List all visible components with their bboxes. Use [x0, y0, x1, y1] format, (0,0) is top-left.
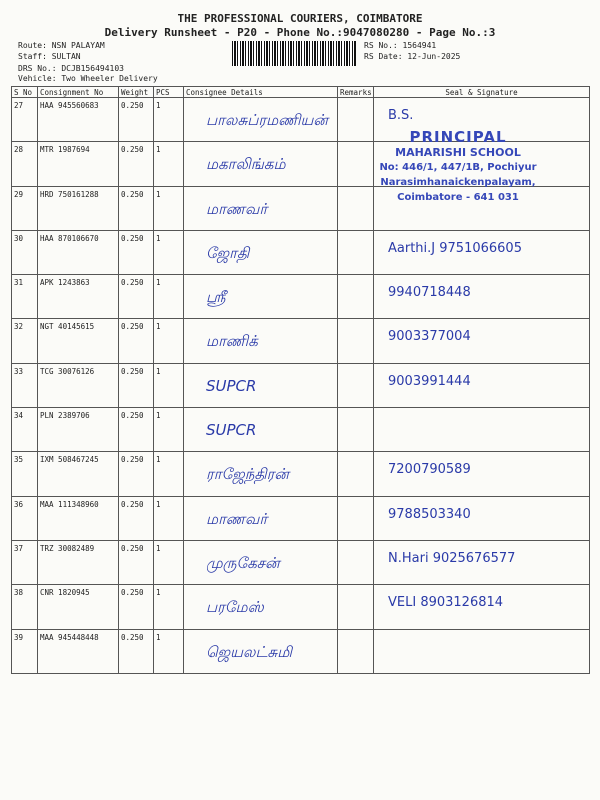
table-row: [12, 540, 590, 584]
handwritten-consignee: பரமேஸ்: [206, 598, 264, 617]
table-row: [12, 319, 590, 363]
rs-date: RS Date: 12-Jun-2025: [364, 52, 461, 61]
stamp-line-4: Narasimhanaickenpalayam,: [380, 177, 536, 188]
row-signature-cell: [374, 629, 590, 673]
row-remarks: [338, 408, 374, 452]
handwritten-consignee: மாணிக்: [206, 332, 258, 351]
row-consignee-cell: [184, 408, 338, 452]
handwritten-signature: 9003377004: [388, 329, 471, 345]
row-weight: 0.250: [119, 540, 154, 584]
vehicle-label: Vehicle: Two Wheeler Delivery: [18, 74, 158, 83]
row-sno: 33: [12, 363, 38, 407]
row-remarks: [338, 540, 374, 584]
route-label: Route: NSN PALAYAM: [18, 41, 105, 50]
handwritten-consignee: முருகேசன்: [206, 553, 280, 572]
row-pcs: 1: [154, 363, 184, 407]
row-weight: 0.250: [119, 452, 154, 496]
stamp-line-3: No: 446/1, 447/1B, Pochiyur: [379, 162, 537, 173]
row-consignee-cell: [184, 363, 338, 407]
row-sno: 39: [12, 629, 38, 673]
row-pcs: 1: [154, 230, 184, 274]
handwritten-consignee: மாணவர்: [206, 509, 268, 528]
row-remarks: [338, 585, 374, 629]
row-consignee-cell: [184, 585, 338, 629]
row-consignment-no: CNR 1820945: [38, 585, 119, 629]
handwritten-signature: B.S.: [388, 108, 414, 123]
row-consignee-cell: [184, 98, 338, 142]
row-consignee-cell: [184, 275, 338, 319]
row-pcs: 1: [154, 585, 184, 629]
row-consignment-no: APK 1243863: [38, 275, 119, 319]
handwritten-consignee: மகாலிங்கம்: [206, 155, 286, 174]
row-consignee-cell: [184, 142, 338, 186]
col-consignee: Consignee Details: [184, 87, 338, 98]
row-sno: 38: [12, 585, 38, 629]
handwritten-consignee: SUPCR: [206, 376, 257, 395]
table-row: [12, 230, 590, 274]
row-consignment-no: HRD 750161288: [38, 186, 119, 230]
handwritten-consignee: பாலசுப்ரமணியன்: [206, 111, 328, 129]
row-sno: 27: [12, 98, 38, 142]
row-signature-cell: [374, 408, 590, 452]
table-row: [12, 496, 590, 540]
row-consignment-no: IXM 508467245: [38, 452, 119, 496]
handwritten-signature: 9003991444: [388, 373, 471, 389]
table-row: [12, 629, 590, 673]
row-consignee-cell: [184, 230, 338, 274]
table-row: [12, 275, 590, 319]
row-pcs: 1: [154, 186, 184, 230]
row-pcs: 1: [154, 629, 184, 673]
row-pcs: 1: [154, 452, 184, 496]
handwritten-signature: 9940718448: [388, 285, 471, 301]
row-signature-cell: [374, 452, 590, 496]
handwritten-signature: 9788503340: [388, 506, 471, 522]
barcode-image: [232, 41, 356, 66]
row-consignee-cell: [184, 496, 338, 540]
col-consignment: Consignment No: [38, 87, 119, 98]
row-consignment-no: TCG 30076126: [38, 363, 119, 407]
row-sno: 34: [12, 408, 38, 452]
row-pcs: 1: [154, 142, 184, 186]
row-remarks: [338, 230, 374, 274]
principal-stamp: [368, 130, 548, 205]
handwritten-consignee: ஜெயலட்சுமி: [206, 642, 292, 661]
row-consignment-no: MTR 1987694: [38, 142, 119, 186]
handwritten-signature: N.Hari 9025676577: [388, 550, 516, 566]
row-weight: 0.250: [119, 585, 154, 629]
row-weight: 0.250: [119, 230, 154, 274]
row-signature-cell: [374, 585, 590, 629]
row-weight: 0.250: [119, 408, 154, 452]
staff-label: Staff: SULTAN: [18, 52, 81, 61]
row-weight: 0.250: [119, 629, 154, 673]
row-pcs: 1: [154, 98, 184, 142]
drs-label: DRS No.: DCJB156494103: [18, 64, 124, 73]
row-sno: 30: [12, 230, 38, 274]
row-sno: 37: [12, 540, 38, 584]
row-consignee-cell: [184, 629, 338, 673]
row-signature-cell: [374, 230, 590, 274]
stamp-line-5: Coimbatore - 641 031: [397, 192, 519, 203]
row-weight: 0.250: [119, 275, 154, 319]
table-row: [12, 363, 590, 407]
table-header: [12, 87, 590, 98]
handwritten-consignee: ஜோதி: [206, 243, 250, 262]
row-consignment-no: HAA 870106670: [38, 230, 119, 274]
row-sno: 36: [12, 496, 38, 540]
row-pcs: 1: [154, 275, 184, 319]
handwritten-signature: VELI 8903126814: [388, 595, 504, 611]
row-signature-cell: [374, 363, 590, 407]
sheet-title: THE PROFESSIONAL COURIERS, COIMBATORE: [177, 12, 423, 25]
table-row: [12, 585, 590, 629]
stamp-line-1: PRINCIPAL: [409, 128, 507, 146]
row-weight: 0.250: [119, 186, 154, 230]
row-pcs: 1: [154, 408, 184, 452]
table-row: [12, 408, 590, 452]
row-consignment-no: PLN 2389706: [38, 408, 119, 452]
col-weight: Weight: [119, 87, 154, 98]
row-signature-cell: [374, 275, 590, 319]
row-weight: 0.250: [119, 142, 154, 186]
row-sno: 31: [12, 275, 38, 319]
row-remarks: [338, 275, 374, 319]
row-pcs: 1: [154, 496, 184, 540]
row-weight: 0.250: [119, 319, 154, 363]
row-remarks: [338, 629, 374, 673]
row-consignment-no: MAA 945448448: [38, 629, 119, 673]
row-consignment-no: MAA 111348960: [38, 496, 119, 540]
row-remarks: [338, 319, 374, 363]
rs-number: RS No.: 1564941: [364, 41, 437, 50]
table-row: [12, 452, 590, 496]
row-pcs: 1: [154, 319, 184, 363]
row-remarks: [338, 496, 374, 540]
row-signature-cell: [374, 319, 590, 363]
row-consignee-cell: [184, 319, 338, 363]
handwritten-consignee: ராஜேந்திரன்: [206, 465, 289, 484]
col-remarks: Remarks: [338, 87, 374, 98]
handwritten-signature: Aarthi.J 9751066605: [388, 240, 522, 256]
row-sno: 32: [12, 319, 38, 363]
row-weight: 0.250: [119, 363, 154, 407]
handwritten-consignee: மாணவர்: [206, 199, 268, 218]
stamp-line-2: MAHARISHI SCHOOL: [395, 146, 521, 159]
col-signature: Seal & Signature: [374, 87, 590, 98]
row-remarks: [338, 363, 374, 407]
row-consignment-no: NGT 40145615: [38, 319, 119, 363]
row-consignment-no: HAA 945560683: [38, 98, 119, 142]
row-sno: 35: [12, 452, 38, 496]
handwritten-consignee: ஸ்ரீ: [206, 288, 226, 307]
row-consignee-cell: [184, 186, 338, 230]
row-consignment-no: TRZ 30082489: [38, 540, 119, 584]
row-consignee-cell: [184, 452, 338, 496]
handwritten-signature: 7200790589: [388, 462, 471, 478]
row-consignee-cell: [184, 540, 338, 584]
col-sno: S No: [12, 87, 38, 98]
row-signature-cell: [374, 496, 590, 540]
row-sno: 28: [12, 142, 38, 186]
row-weight: 0.250: [119, 496, 154, 540]
row-signature-cell: [374, 540, 590, 584]
handwritten-consignee: SUPCR: [206, 421, 257, 440]
row-remarks: [338, 452, 374, 496]
col-pcs: PCS: [154, 87, 184, 98]
row-pcs: 1: [154, 540, 184, 584]
row-sno: 29: [12, 186, 38, 230]
row-weight: 0.250: [119, 98, 154, 142]
sheet-subtitle: Delivery Runsheet - P20 - Phone No.:9047080280 - Page No.:3: [104, 26, 496, 39]
